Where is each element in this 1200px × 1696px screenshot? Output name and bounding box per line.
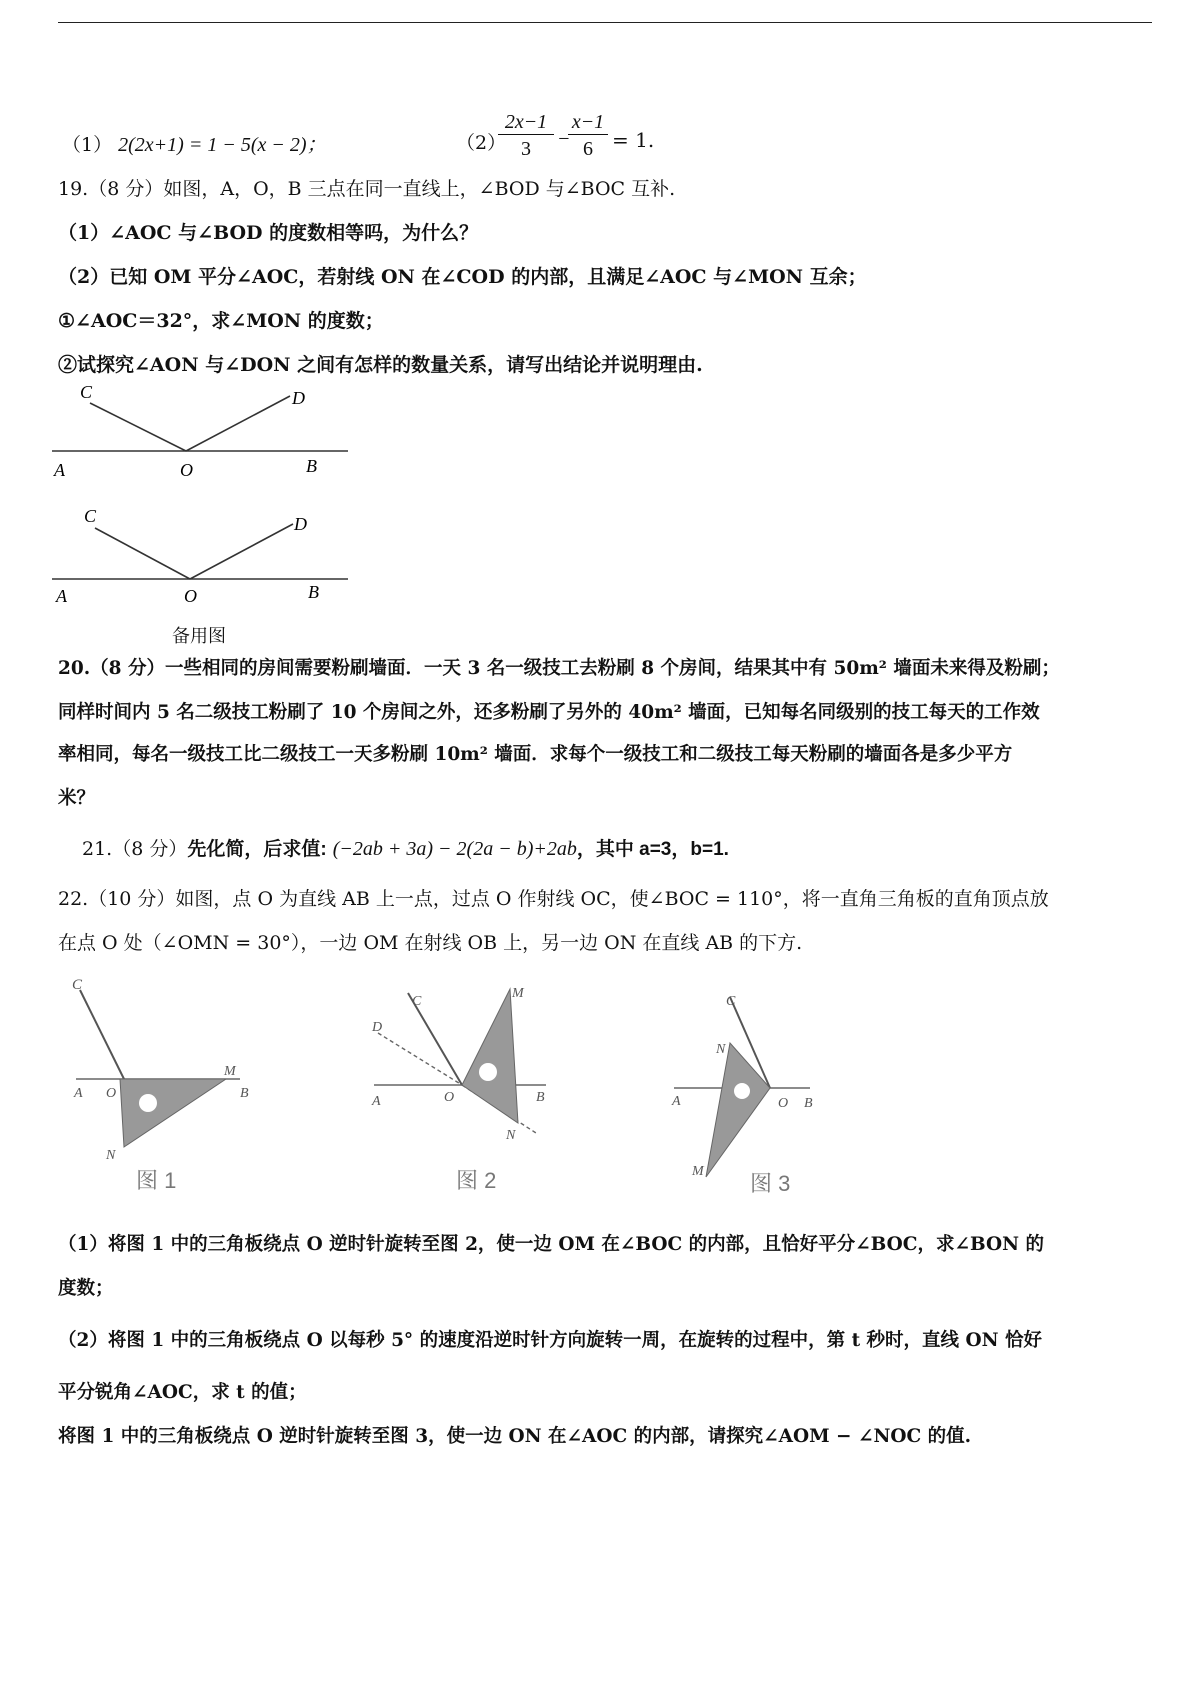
label-c: C: [726, 994, 736, 1009]
q21-expression: (−2ab + 3a) − 2(2a − b)+2ab: [332, 838, 577, 860]
q18-part2-label: （2）: [456, 132, 507, 154]
label-n: N: [716, 1042, 726, 1057]
triangle-ruler: [706, 1043, 770, 1177]
q18-part1: [62, 128, 327, 157]
label-o: O: [778, 1096, 789, 1111]
q22-sub1-line-1: （1）将图 1 中的三角板绕点 O 逆时针旋转至图 2，使一边 OM 在∠BOC 的内部，且恰好平分∠BOC，求∠BON 的: [58, 1234, 1044, 1255]
label-a: A: [56, 586, 67, 606]
q19-sub1: （1）∠AOC 与∠BOD 的度数相等吗，为什么？: [58, 222, 479, 244]
q19-figure-backup: [50, 504, 350, 610]
label-b: B: [306, 456, 317, 476]
label-b: B: [804, 1096, 813, 1111]
label-d: D: [294, 514, 307, 534]
label-o: O: [106, 1086, 117, 1101]
q19-figure-1: [50, 378, 350, 484]
label-c: C: [72, 977, 83, 993]
label-o: O: [444, 1090, 455, 1105]
label-n: N: [506, 1128, 516, 1143]
q22-figure-3: [670, 985, 860, 1200]
q18-part1-label: （1）: [62, 134, 113, 156]
q22-figure-2: [370, 975, 600, 1200]
label-d: D: [292, 388, 305, 408]
q22-figure-1: [60, 975, 280, 1200]
q20-line-2: 同样时间内 5 名二级技工粉刷了 10 个房间之外，还多粉刷了另外的 40m² 墙面，已知每名同级别的技工每天的工作效: [58, 702, 1040, 723]
label-m: M: [224, 1064, 236, 1079]
q22-sub2-line-2: 平分锐角∠AOC，求 t 的值；: [58, 1382, 307, 1403]
q18-rhs: = 1.: [612, 128, 655, 152]
q21-instruction: 先化简，后求值:: [187, 839, 327, 860]
q18-minus: −: [557, 128, 571, 150]
q19-sub2-a: ①∠AOC＝32°，求∠MON 的度数；: [58, 310, 384, 332]
label-b: B: [240, 1086, 249, 1101]
q22-sub2-line-1: （2）将图 1 中的三角板绕点 O 以每秒 5° 的速度沿逆时针方向旋转一周，在旋转的过程中，第 t 秒时，直线 ON 恰好: [58, 1330, 1042, 1351]
q20-line-3: 率相同，每名一级技工比二级技工一天多粉刷 10m² 墙面．求每个一级技工和二级技工每天粉刷的墙面各是多少平方: [58, 744, 1013, 765]
label-b: B: [536, 1090, 545, 1105]
label-b: B: [308, 582, 319, 602]
triangle-ruler: [462, 989, 518, 1123]
q21-values: ，其中 a=3，b=1.: [576, 839, 729, 860]
label-d: D: [372, 1020, 383, 1035]
label-n: N: [106, 1148, 116, 1163]
label-c: C: [84, 506, 97, 526]
ray-oc: [90, 403, 186, 451]
q20-line-1: 20.（8 分）一些相同的房间需要粉刷墙面．一天 3 名一级技工去粉刷 8 个房间，结果其中有 50m² 墙面未来得及粉刷；: [58, 658, 1060, 679]
q22-line-1: 22.（10 分）如图，点 O 为直线 AB 上一点，过点 O 作射线 OC，使∠BOC = 110°，将一直角三角板的直角顶点放: [58, 888, 1049, 910]
q21-prefix: 21.（8 分）: [82, 838, 188, 860]
label-a: A: [672, 1094, 681, 1109]
q18-fraction-2-numerator: x−1: [568, 110, 608, 135]
q19-sub2-b: ②试探究∠AON 与∠DON 之间有怎样的数量关系，请写出结论并说明理由.: [58, 354, 703, 376]
fig2-caption: 图 2: [456, 1168, 497, 1193]
q18-part1-equation: 2(2x+1) = 1 − 5(x − 2)；: [118, 134, 327, 156]
ray-oc: [95, 528, 190, 579]
q22-sub3: 将图 1 中的三角板绕点 O 逆时针旋转至图 3，使一边 ON 在∠AOC 的内部，请探究∠AOM − ∠NOC 的值.: [58, 1426, 972, 1447]
ruler-hole: [479, 1063, 497, 1081]
header-rule: [58, 22, 1152, 23]
q19-stem: 19.（8 分）如图，A，O，B 三点在同一直线上，∠BOD 与∠BOC 互补.: [58, 178, 676, 200]
q18-fraction-2: [568, 110, 608, 163]
ray-oc: [80, 990, 124, 1079]
ray-od: [186, 396, 290, 451]
q22-line-2: 在点 O 处（∠OMN = 30°），一边 OM 在射线 OB 上，另一边 ON 在直线 AB 的下方.: [58, 932, 803, 954]
q21-line: [82, 836, 729, 863]
ruler-hole: [139, 1094, 157, 1112]
label-a: A: [74, 1086, 83, 1101]
q19-sub2: （2）已知 OM 平分∠AOC，若射线 ON 在∠COD 的内部，且满足∠AOC 与∠MON 互余；: [58, 266, 867, 288]
label-c: C: [80, 382, 93, 402]
label-c: C: [412, 994, 422, 1009]
label-a: A: [54, 460, 65, 480]
fig3-caption: 图 3: [750, 1171, 791, 1196]
backup-figure-caption: 备用图: [172, 626, 226, 646]
q20-line-4: 米？: [58, 788, 96, 809]
q18-fraction-1: [498, 110, 554, 163]
ray-od: [190, 524, 293, 579]
ruler-hole: [734, 1083, 750, 1099]
q22-sub1-line-2: 度数；: [58, 1278, 114, 1299]
fig1-caption: 图 1: [136, 1168, 177, 1193]
label-m: M: [692, 1164, 704, 1179]
q18-fraction-2-denominator: 6: [583, 138, 593, 160]
q18-fraction-1-numerator: 2x−1: [498, 110, 554, 135]
label-o: O: [184, 586, 197, 606]
label-o: O: [180, 460, 193, 480]
label-a: A: [372, 1094, 381, 1109]
ray-od: [378, 1033, 462, 1085]
label-m: M: [512, 986, 524, 1001]
triangle-ruler: [120, 1079, 226, 1147]
q18-fraction-1-denominator: 3: [521, 138, 531, 160]
